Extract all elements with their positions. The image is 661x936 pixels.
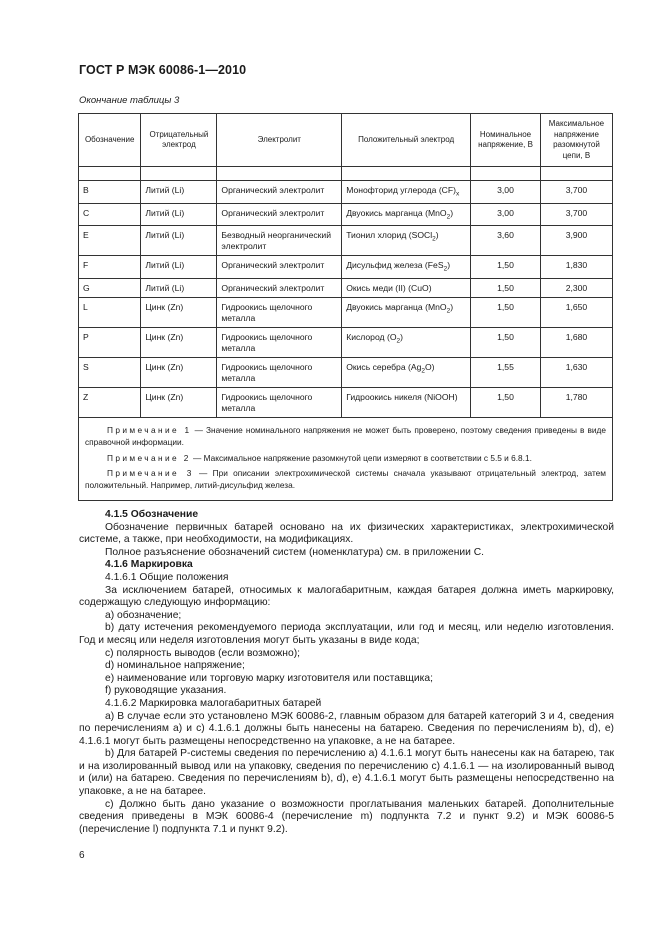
table-cell-electrolyte: Гидроокись щелочного металла: [217, 298, 342, 328]
page-number: 6: [79, 850, 85, 861]
table-cell-negative: Литий (Li): [141, 279, 217, 298]
table-cell-negative: Цинк (Zn): [141, 388, 217, 418]
table-cell-max: 3,900: [540, 226, 612, 256]
table-cell-nominal: 1,50: [471, 279, 541, 298]
table-spacer-row: [79, 167, 613, 181]
table-row: [79, 203, 613, 226]
column-header: Номинальное напряжение, В: [471, 114, 541, 167]
table-cell-negative: Цинк (Zn): [141, 358, 217, 388]
table-cell-positive: Окись меди (II) (CuO): [342, 279, 471, 298]
subsection-heading-4-1-6-2: 4.1.6.2 Маркировка малогабаритных батарей: [105, 697, 322, 709]
table-cell-code: Z: [79, 388, 141, 418]
table-cell-electrolyte: Органический электролит: [217, 181, 342, 204]
table-cell-nominal: 1,50: [471, 298, 541, 328]
table-cell-max: 1,680: [540, 328, 612, 358]
note-label: Примечание 1: [107, 425, 192, 436]
table-cell-max: 1,830: [540, 256, 612, 279]
list-item: f) руководящие указания.: [105, 685, 227, 697]
table-cell-code: E: [79, 226, 141, 256]
table-cell-electrolyte: Органический электролит: [217, 203, 342, 226]
table-cell-positive: Тионил хлорид (SOCl$_2$): [342, 226, 471, 256]
table-cell-nominal: 3,00: [471, 203, 541, 226]
electrochemical-systems-table: [78, 113, 613, 501]
section-heading-4-1-6: 4.1.6 Маркировка: [105, 559, 193, 571]
table-cell-electrolyte: Органический электролит: [217, 279, 342, 298]
table-row: [79, 298, 613, 328]
document-body: [79, 509, 614, 836]
table-cell-electrolyte: Гидроокись щелочного металла: [217, 358, 342, 388]
subsection-heading-4-1-6-1: 4.1.6.1 Общие положения: [105, 571, 229, 583]
table-row: [79, 181, 613, 204]
table-cell-max: 3,700: [540, 203, 612, 226]
table-notes-row: [79, 418, 613, 501]
paragraph: а) В случае если это установлено МЭК 60086-2, главным образом для батарей категорий 3 и 4, сведения по перечислениям а) и с) 4.1.6.1 должны быть нанесены на батарею. Сведения по перечислениям b), d), e) 4.1.6.1 могут быть размещены непосредственно на упаковке, а не на батарее.: [79, 710, 614, 747]
note-text: — Значение номинального напряжения не может быть проверено, поэтому сведения приведены в виде справочной информации.: [85, 425, 606, 448]
table-cell-positive: Гидроокись никеля (NiOOH): [342, 388, 471, 418]
table-cell-nominal: 3,00: [471, 181, 541, 204]
table-cell-positive: Окись серебра $(Ag_2O)$: [342, 358, 471, 388]
table-row: [79, 256, 613, 279]
list-item: а) обозначение;: [105, 609, 182, 621]
table-cell-positive: Кислород $(O_2)$: [342, 328, 471, 358]
table-cell-max: 1,780: [540, 388, 612, 418]
table-cell-nominal: 1,50: [471, 388, 541, 418]
table-caption: Окончание таблицы 3: [79, 95, 180, 106]
table-cell-negative: Литий (Li): [141, 203, 217, 226]
table-cell-nominal: 3,60: [471, 226, 541, 256]
list-item: d) номинальное напряжение;: [105, 660, 245, 672]
document-header-title: ГОСТ Р МЭК 60086-1—2010: [79, 63, 247, 77]
paragraph: Обозначение первичных батарей основано на их физических характеристиках, электрохимической системе, а также, при необходимости, на модификациях.: [79, 521, 614, 546]
note-text: — При описании электрохимической системы сначала указывают отрицательный электрод, затем положительный. Например, литий-дисульфид железа.: [85, 467, 606, 490]
table-cell-electrolyte: Гидроокись щелочного металла: [217, 388, 342, 418]
note-label: Примечание 2: [107, 452, 191, 463]
section-heading-4-1-5: 4.1.5 Обозначение: [105, 509, 199, 520]
paragraph: Полное разъяснение обозначений систем (номенклатура) см. в приложении С.: [105, 546, 485, 558]
column-header: Положительный электрод: [342, 114, 471, 167]
table-cell-positive: Дисульфид железа (FeS$_2$): [342, 256, 471, 279]
table-cell-nominal: 1,50: [471, 256, 541, 279]
table-cell-code: S: [79, 358, 141, 388]
table-row: [79, 279, 613, 298]
paragraph: c) Должно быть дано указание о возможности проглатывания маленьких батарей. Дополнительные сведения приведены в МЭК 60086-4 (перечисление m) подпункта 7.2 и пункт 9.2) и МЭК 60086-5 (перечисление l) подпункта 7.1 и пункт 9.2).: [79, 798, 614, 835]
table-cell-positive: Двуокись марганца (MnO$_2$): [342, 203, 471, 226]
table-row: [79, 358, 613, 388]
table-note: [85, 424, 606, 448]
paragraph: b) Для батарей Р-системы сведения по перечислению а) 4.1.6.1 могут быть нанесены как на батарею, так и на изолированный вывод или на упаковку, сведения по перечислению с) 4.1.6.1 — на изолированный вывод и (или) на батарею. Сведения по перечислениям b), d), e) 4.1.6.1 могут быть размещены непосредственно на упаковке, а не на батарее.: [79, 748, 614, 798]
table-cell-positive: Монофторид углерода $(CF)_x$: [342, 181, 471, 204]
table-cell-max: 3,700: [540, 181, 612, 204]
table-cell-code: P: [79, 328, 141, 358]
table-body: [79, 181, 613, 418]
note-label: Примечание 3: [107, 467, 194, 478]
table-cell-electrolyte: Гидроокись щелочного металла: [217, 328, 342, 358]
column-header: Максимальное напряжение разомкнутой цепи, В: [540, 114, 612, 167]
table-cell-negative: Литий (Li): [141, 226, 217, 256]
table-note: [85, 467, 606, 491]
table-notes: [79, 418, 613, 501]
table-header-row: [79, 114, 613, 167]
table-cell-code: G: [79, 279, 141, 298]
table-cell-negative: Литий (Li): [141, 181, 217, 204]
table-row: [79, 388, 613, 418]
table-cell-code: L: [79, 298, 141, 328]
table-cell-max: 1,630: [540, 358, 612, 388]
paragraph: За исключением батарей, относимых к малогабаритным, каждая батарея должна иметь маркировку, содержащую следующую информацию:: [79, 584, 614, 609]
list-item: c) полярность выводов (если возможно);: [105, 647, 301, 659]
table-cell-negative: Цинк (Zn): [141, 298, 217, 328]
list-item: b) дату истечения рекомендуемого периода эксплуатации, или год и месяц, или неделю изготовления. Год и месяц или неделя изготовления могут быть указаны в виде кода;: [79, 622, 614, 646]
column-header: Обозначение: [79, 114, 141, 167]
note-text: — Максимальное напряжение разомкнутой цепи измеряют в соответствии с 5.5 и 6.8.1.: [190, 452, 532, 463]
column-header: Отрицательный электрод: [141, 114, 217, 167]
table-cell-code: B: [79, 181, 141, 204]
table-cell-electrolyte: Органический электролит: [217, 256, 342, 279]
table-cell-max: 2,300: [540, 279, 612, 298]
table-row: [79, 328, 613, 358]
table-cell-nominal: 1,50: [471, 328, 541, 358]
table-note: [85, 452, 606, 464]
table-cell-negative: Литий (Li): [141, 256, 217, 279]
list-item: e) наименование или торговую марку изготовителя или поставщика;: [105, 672, 433, 684]
table-cell-nominal: 1,55: [471, 358, 541, 388]
table-cell-electrolyte: Безводный неорганический электролит: [217, 226, 342, 256]
table-cell-code: F: [79, 256, 141, 279]
table-cell-positive: Двуокись марганца (MnO$_2$): [342, 298, 471, 328]
column-header: Электролит: [217, 114, 342, 167]
table-row: [79, 226, 613, 256]
table-cell-max: 1,650: [540, 298, 612, 328]
table-cell-code: C: [79, 203, 141, 226]
table-cell-negative: Цинк (Zn): [141, 328, 217, 358]
